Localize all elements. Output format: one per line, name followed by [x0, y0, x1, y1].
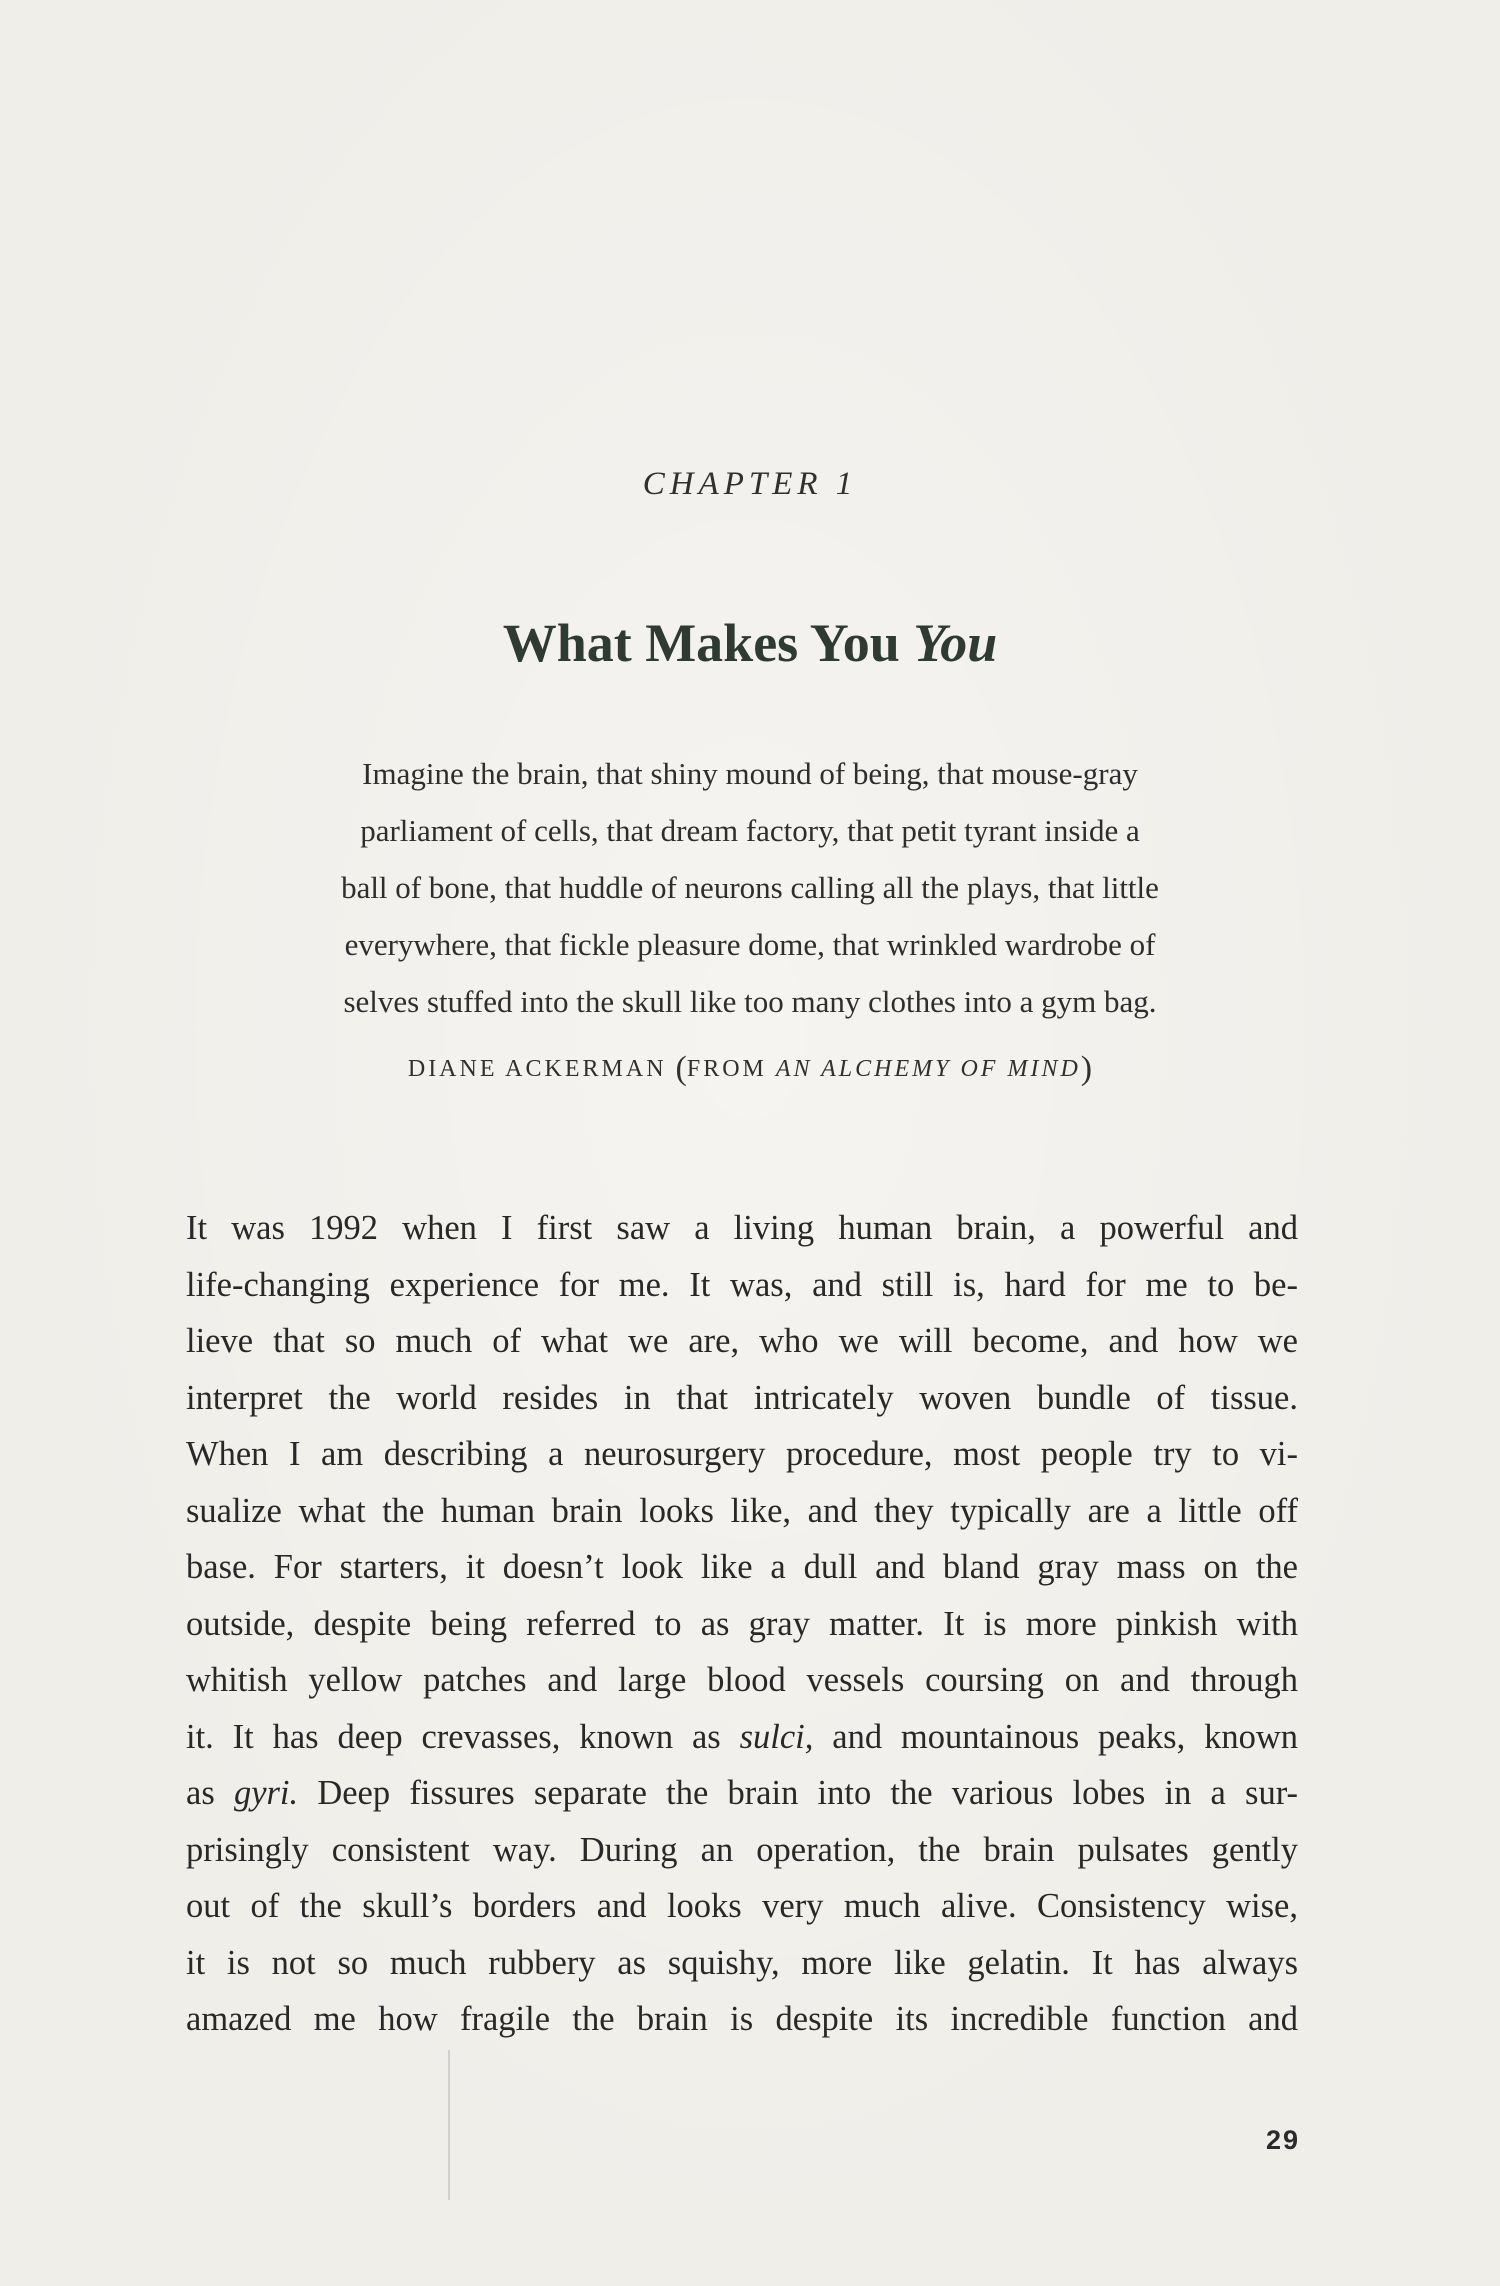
page-number: 29 — [1265, 2125, 1300, 2155]
attribution-book-title: AN ALCHEMY OF MIND — [775, 1056, 1081, 1082]
epigraph-line: everywhere, that fickle pleasure dome, that wrinkled wardrobe of — [344, 927, 1156, 962]
body-line: interpret the world resides in that intricately woven bundle of tissue. — [186, 1378, 1298, 1417]
term-gyri: gyri. — [233, 1774, 299, 1812]
body-line: life-changing experience for me. It was, and still is, hard for me to be- — [186, 1265, 1298, 1304]
body-line: whitish yellow patches and large blood vessels coursing on and through — [186, 1661, 1298, 1699]
body-line-gyri — [186, 1765, 1298, 1822]
chapter-label: CHAPTER 1 — [642, 466, 858, 502]
body-text-run: as — [186, 1774, 234, 1812]
epigraph — [250, 745, 1250, 1030]
chapter-title-main: What Makes You — [502, 613, 914, 673]
epigraph-line: selves stuffed into the skull like too many clothes into a gym bag. — [343, 984, 1157, 1019]
scan-crease — [448, 2050, 450, 2200]
attribution-close-paren: ) — [1080, 1050, 1093, 1087]
epigraph-attribution — [0, 1050, 1500, 1088]
body-text-run: and mountainous peaks, known — [813, 1717, 1298, 1756]
body-line: it is not so much rubbery as squishy, more like gelatin. It has always — [186, 1943, 1298, 1982]
epigraph-line: ball of bone, that huddle of neurons calling all the plays, that little — [341, 870, 1159, 905]
body-line: It was 1992 when I first saw a living human brain, a powerful and — [186, 1209, 1298, 1247]
body-line: amazed me how fragile the brain is despite its incredible function and — [186, 2000, 1298, 2038]
body-line: lieve that so much of what we are, who we will become, and how we — [186, 1322, 1298, 1360]
body-line: out of the skull’s borders and looks very much alive. Consistency wise, — [186, 1887, 1298, 1925]
body-text-run: it. It has deep crevasses, known as — [186, 1717, 740, 1756]
body-line: prisingly consistent way. During an operation, the brain pulsates gently — [186, 1830, 1298, 1869]
attribution-author: DIANE ACKERMAN — [407, 1056, 667, 1082]
epigraph-line: parliament of cells, that dream factory, that petit tyrant inside a — [360, 813, 1140, 848]
epigraph-line: Imagine the brain, that shiny mound of being, that mouse-gray — [362, 756, 1138, 791]
body-line: base. For starters, it doesn’t look like a dull and bland gray mass on the — [186, 1548, 1298, 1586]
body-line-sulci — [186, 1709, 1298, 1766]
body-line: When I am describing a neurosurgery procedure, most people try to vi- — [186, 1435, 1298, 1473]
attribution-open-paren: ( — [675, 1050, 687, 1087]
body-text — [186, 1200, 1298, 2048]
attribution-from: FROM — [686, 1056, 776, 1082]
term-sulci: sulci, — [739, 1717, 814, 1756]
body-line: outside, despite being referred to as gray matter. It is more pinkish with — [186, 1604, 1298, 1643]
chapter-title — [0, 612, 1500, 674]
chapter-title-emphasis: You — [913, 613, 998, 673]
body-line: sualize what the human brain looks like, and they typically are a little off — [186, 1491, 1298, 1530]
body-text-run: Deep fissures separate the brain into the various lobes in a sur- — [298, 1774, 1298, 1812]
